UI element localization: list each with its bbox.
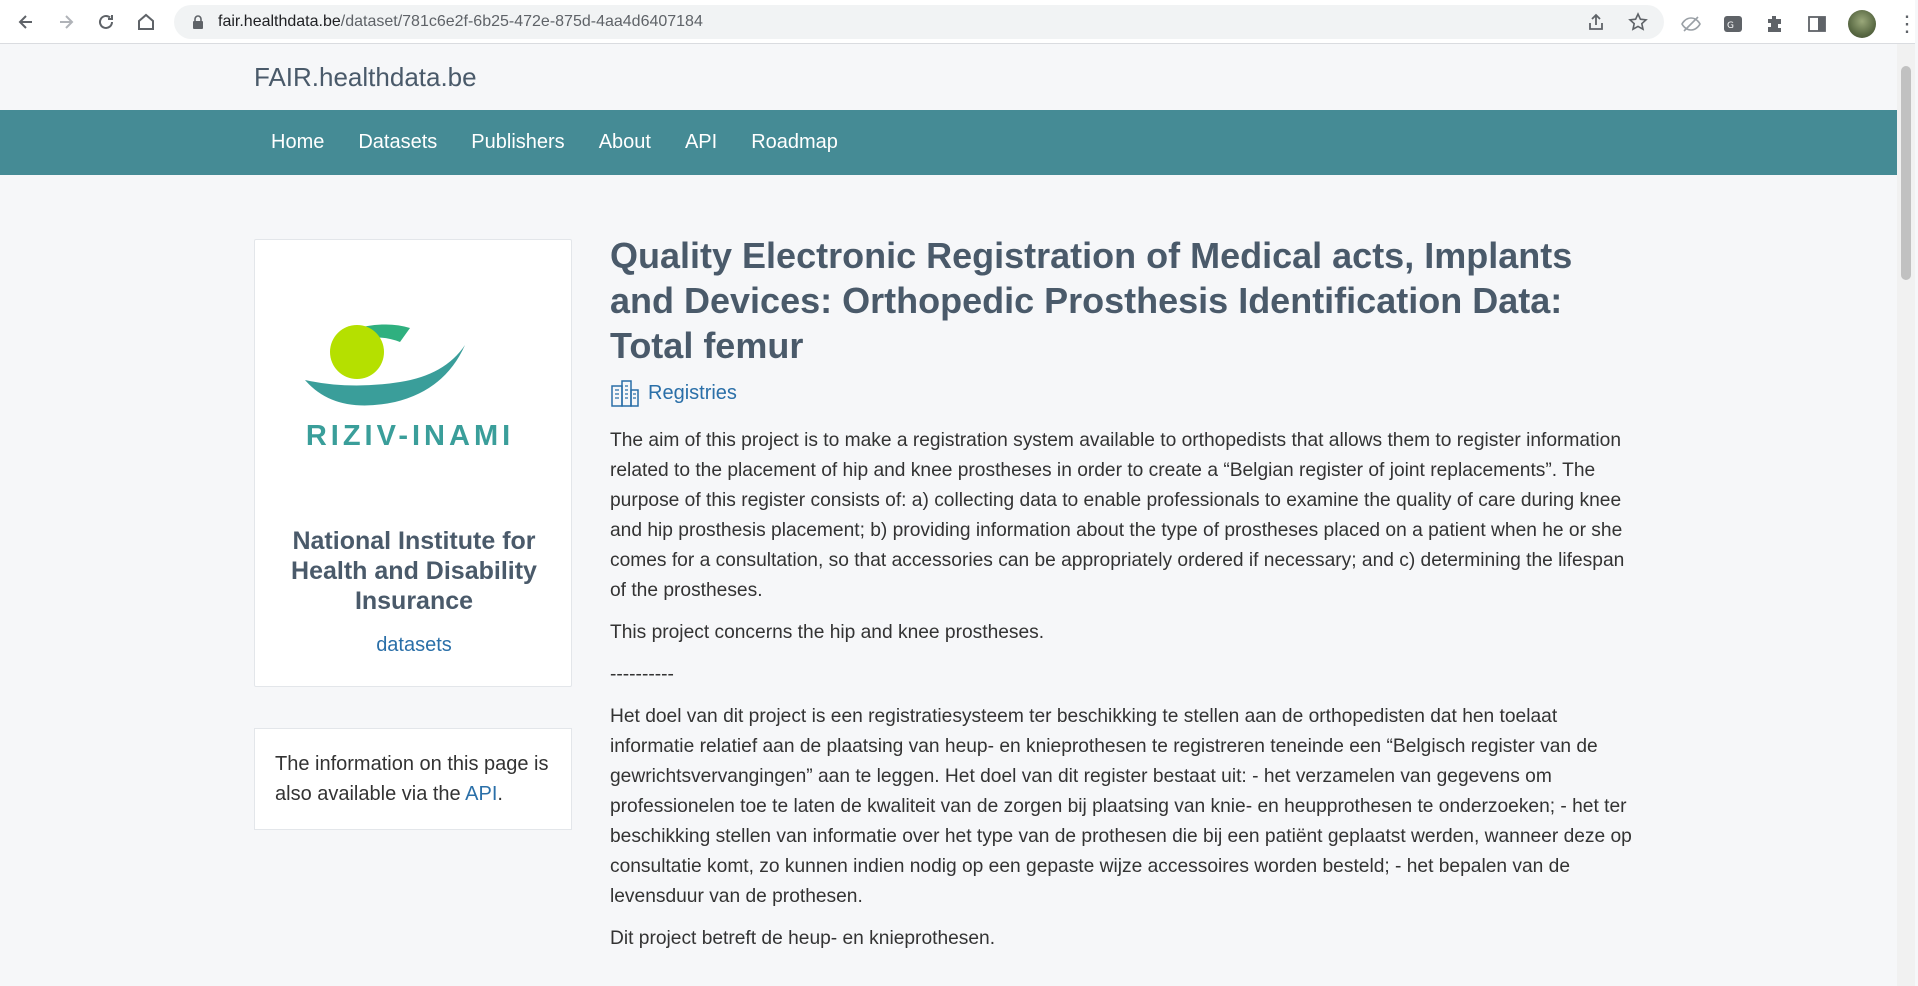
theme-row [610, 378, 1640, 408]
profile-avatar[interactable] [1848, 10, 1876, 38]
puzzle-icon[interactable] [1764, 13, 1786, 35]
publisher-logo [295, 320, 535, 450]
main-navbar [0, 110, 1897, 175]
extension-eye-off-icon[interactable] [1680, 13, 1702, 35]
nav-datasets[interactable]: Datasets [358, 131, 438, 153]
nav-about[interactable]: About [598, 131, 651, 153]
description-paragraph-en-scope: This project concerns the hip and knee prostheses. [610, 622, 1045, 643]
site-header [0, 44, 1897, 110]
buildings-icon [610, 378, 640, 408]
home-button[interactable] [126, 0, 166, 44]
dataset-main [610, 233, 1640, 966]
publisher-datasets-link[interactable]: datasets [376, 634, 452, 656]
arrow-right-icon [56, 12, 76, 32]
browser-toolbar [0, 0, 1918, 44]
address-bar[interactable] [174, 5, 1664, 39]
riziv-logo-icon [295, 320, 535, 420]
reload-button[interactable] [86, 0, 126, 44]
forward-button[interactable] [46, 0, 86, 44]
back-button[interactable] [6, 0, 46, 44]
api-link[interactable]: API [465, 783, 498, 805]
api-info-period: . [497, 783, 503, 805]
lock-icon [190, 14, 206, 30]
description-paragraph-nl-scope: Dit project betreft de heup- en knieprothesen. [610, 928, 996, 949]
theme-registries-link[interactable]: Registries [648, 381, 737, 404]
extension-grammar-icon[interactable] [1722, 13, 1744, 35]
reload-icon [96, 12, 116, 32]
more-menu-icon[interactable]: ⋮ [1896, 11, 1918, 36]
nav-api[interactable]: API [684, 131, 718, 153]
publisher-card [254, 239, 572, 687]
share-icon[interactable] [1586, 12, 1606, 32]
arrow-left-icon [16, 12, 36, 32]
nav-publishers[interactable]: Publishers [471, 131, 565, 153]
side-panel-icon[interactable] [1806, 13, 1828, 35]
svg-text:G: G [1727, 21, 1734, 31]
scrollbar-thumb[interactable] [1901, 66, 1911, 280]
nav-roadmap[interactable]: Roadmap [751, 131, 838, 153]
description-paragraph-en: The aim of this project is to make a registration system available to orthopedists that allows them to register information related to the placement of hip and knee prostheses in order to create a “Belgian register of joint replacements”. The purpose of this register consists of: a) collecting data to enable professionals to examine the quality of care during knee and hip prosthesis placement; b) providing information about the type of prostheses placed on a patient when he or she comes for a consultation, so that accessories can be appropriately ordered if necessary; and c) determining the lifespan of the prostheses. [610, 430, 1625, 601]
star-icon[interactable] [1628, 12, 1648, 32]
page [0, 44, 1897, 986]
api-info-card [254, 728, 572, 830]
dataset-description [610, 426, 1640, 954]
description-separator: ---------- [610, 664, 674, 685]
site-title-link[interactable]: FAIR.healthdata.be [254, 62, 477, 92]
home-icon [136, 12, 156, 32]
description-paragraph-nl: Het doel van dit project is een registratiesysteem ter beschikking te stellen aan de orthopedisten dat hen toelaat informatie relatief aan de plaatsing van heup- en knieprothesen te registreren teneinde een “Belgisch register van de gewrichtsvervangingen” aan te leggen. Het doel van dit register bestaat uit: - het verzamelen van gegevens om professionelen toe te laten de kwaliteit van de zorgen bij plaatsing van knie- en heupprothesen te onderzoeken; - het ter beschikking stellen van informatie over het type van de prothesen die bij een patiënt geplaatst werden, wanneer deze op consultatie komt, zo kunnen indien nodig op een gepaste wijze accessoires worden besteld; - het bepalen van de levensduur van de prothesen. [610, 706, 1632, 907]
page-scrollbar[interactable] [1897, 44, 1915, 986]
url-host: fair.healthdata.be [218, 13, 341, 30]
url-path: /dataset/781c6e2f-6b25-472e-875d-4aa4d6407184 [340, 13, 703, 30]
nav-home[interactable]: Home [271, 131, 325, 153]
publisher-name: National Institute for Health and Disability Insurance [291, 527, 537, 615]
dataset-title: Quality Electronic Registration of Medical acts, Implants and Devices: Orthopedic Prosthesis Identification Data: Total femur [610, 235, 1573, 366]
api-info-text: The information on this page is also available via the [275, 753, 549, 805]
logo-text: RIZIV-INAMI [305, 420, 515, 452]
